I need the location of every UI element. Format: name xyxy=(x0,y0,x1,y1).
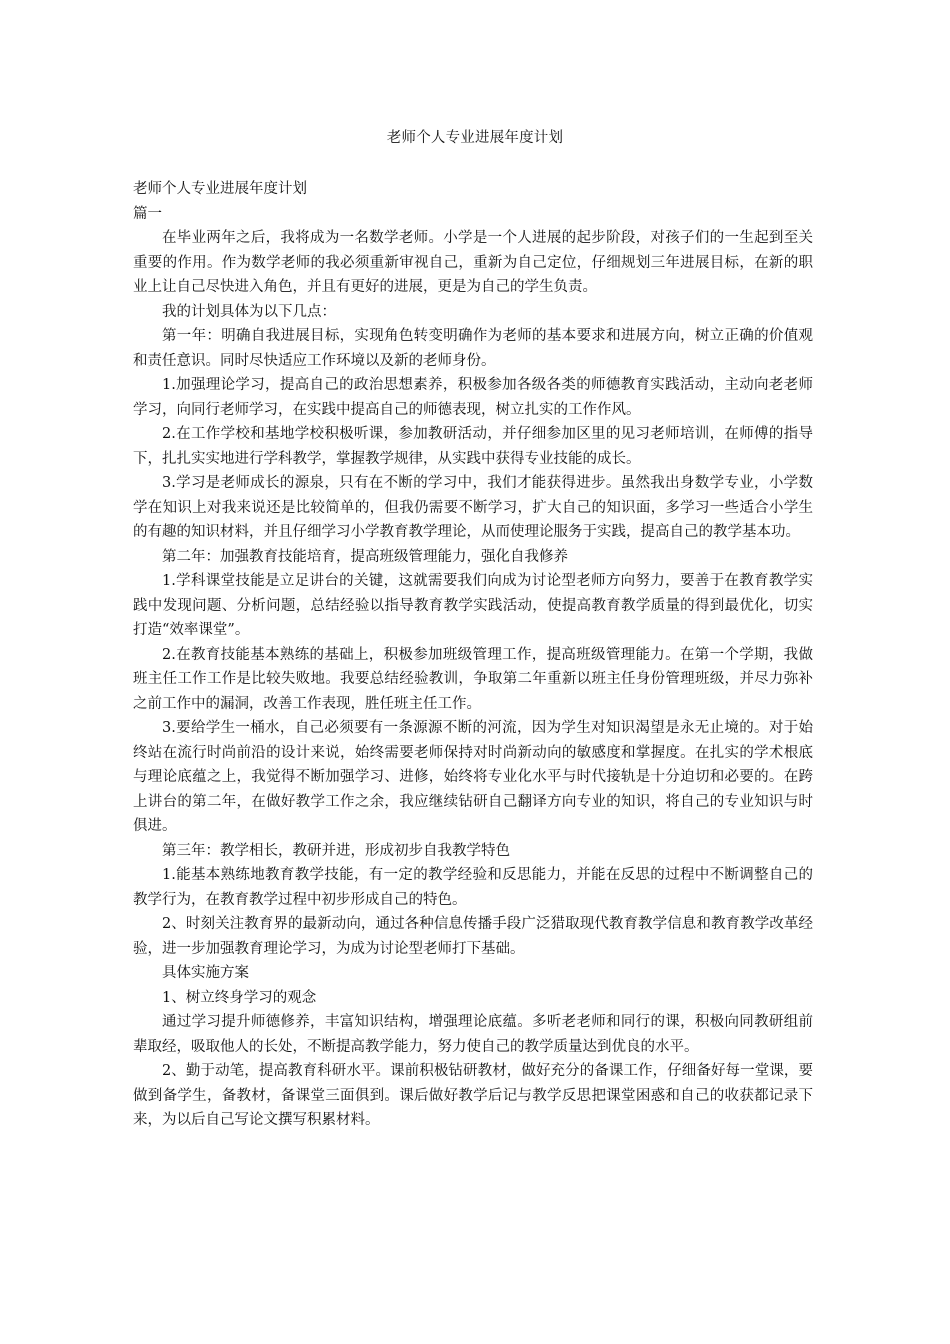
paragraph: 1.能基本熟练地教育教学技能，有一定的教学经验和反思能力，并能在反思的过程中不断调整自己的教学行为，在教育教学过程中初步形成自己的特色。 xyxy=(133,867,813,908)
paragraph: 第一年：明确自我进展目标，实现角色转变明确作为老师的基本要求和进展方向，树立正确的价值观和责任意识。同时尽快适应工作环境以及新的老师身份。 xyxy=(133,328,813,369)
document-body xyxy=(133,177,813,1133)
paragraph: 2、时刻关注教育界的最新动向，通过各种信息传播手段广泛猎取现代教育教学信息和教育教学改革经验，进一步加强教育理论学习，为成为讨论型老师打下基础。 xyxy=(133,916,813,957)
paragraph: 2.在工作学校和基地学校积极听课，参加教研活动，并仔细参加区里的见习老师培训，在师傅的指导下，扎扎实实地进行学科教学，掌握教学规律，从实践中获得专业技能的成长。 xyxy=(133,426,813,467)
paragraph: 1.学科课堂技能是立足讲台的关键，这就需要我们向成为讨论型老师方向努力，要善于在教育教学实践中发现问题、分析问题，总结经验以指导教育教学实践活动，使提高教育教学质量的得到最优化，切实打造“效率课堂”。 xyxy=(133,573,813,638)
paragraph: 我的计划具体为以下几点： xyxy=(162,303,336,320)
section-label: 篇一 xyxy=(133,205,162,222)
paragraph: 2.在教育技能基本熟练的基础上，积极参加班级管理工作，提高班级管理能力。在第一个学期，我做班主任工作工作是比较失败地。我要总结经验教训，争取第二年重新以班主任身份管理班级，并尽力弥补之前工作中的漏洞，改善工作表现，胜任班主任工作。 xyxy=(133,646,813,712)
paragraph: 1.加强理论学习，提高自己的政治思想素养，积极参加各级各类的师德教育实践活动，主动向老老师学习，向同行老师学习，在实践中提高自己的师德表现，树立扎实的工作作风。 xyxy=(133,377,813,418)
document-title: 老师个人专业进展年度计划 xyxy=(386,130,564,146)
document-heading: 老师个人专业进展年度计划 xyxy=(133,181,307,197)
paragraph: 2、勤于动笔，提高教育科研水平。课前积极钻研教材，做好充分的备课工作，仔细备好每一堂课，要做到备学生，备教材，备课堂三面俱到。课后做好教学后记与教学反思把课堂困惑和自己的收获都记录下来，为以后自己写论文撰写积累材料。 xyxy=(133,1063,813,1128)
paragraph: 第三年：教学相长，教研并进，形成初步自我教学特色 xyxy=(162,842,510,859)
paragraph: 具体实施方案 xyxy=(162,965,249,981)
paragraph: 3.要给学生一桶水，自己必须要有一条源源不断的河流，因为学生对知识渴望是永无止境的。对于始终站在流行时尚前沿的设计来说，始终需要老师保持对时尚新动向的敏感度和掌握度。在扎实的学术根底与理论底蕴之上，我觉得不断加强学习、进修，始终将专业化水平与时代接轨是十分迫切和必要的。在跨上讲台的第二年，在做好教学工作之余，我应继续钻研自己翻译方向专业的知识，将自己的专业知识与时俱进。 xyxy=(133,720,813,834)
paragraph: 第二年：加强教育技能培育，提高班级管理能力，强化自我修养 xyxy=(162,548,568,565)
paragraph: 1、树立终身学习的观念 xyxy=(162,989,317,1006)
paragraph: 在毕业两年之后，我将成为一名数学老师。小学是一个人进展的起步阶段，对孩子们的一生起到至关重要的作用。作为数学老师的我必须重新审视自己，重新为自己定位，仔细规划三年进展目标，在新的职业上让自己尽快进入角色，并且有更好的进展，更是为自己的学生负责。 xyxy=(133,230,813,295)
paragraph: 通过学习提升师德修养，丰富知识结构，增强理论底蕴。多听老老师和同行的课，积极向同教研组前辈取经，吸取他人的长处，不断提高教学能力，努力使自己的教学质量达到优良的水平。 xyxy=(133,1014,813,1055)
paragraph: 3.学习是老师成长的源泉，只有在不断的学习中，我们才能获得进步。虽然我出身数学专业，小学数学在知识上对我来说还是比较简单的，但我仍需要不断学习，扩大自己的知识面，多学习一些适合小学生的有趣的知识材料，并且仔细学习小学教育教学理论，从而使理论服务于实践，提高自己的教学基本功。 xyxy=(133,475,813,540)
